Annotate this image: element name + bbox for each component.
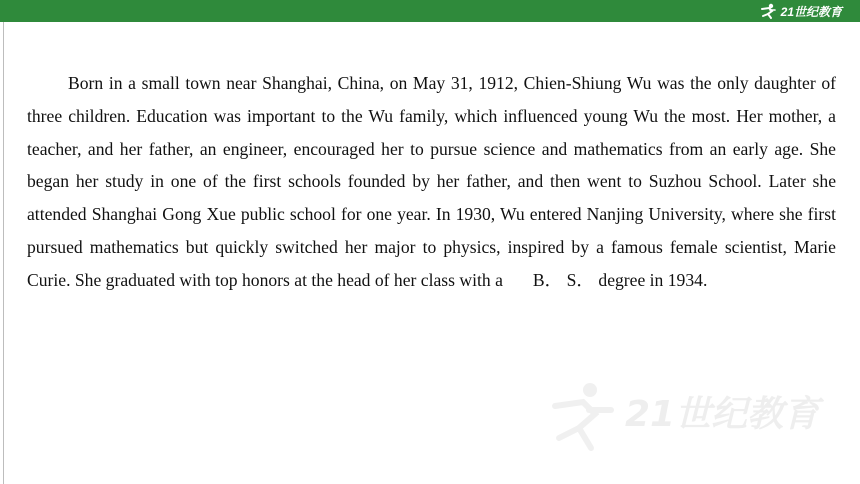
runner-logo-icon	[555, 383, 611, 448]
watermark-text: 21世纪教育	[625, 394, 820, 435]
passage-degree-text: B． S． degree in 1934.	[532, 269, 708, 290]
left-border-line	[3, 22, 4, 484]
passage-main-text: Born in a small town near Shanghai, China, on May 31, 1912, Chien-Shiung Wu was the only daughter of three children. Education was important to the Wu family, which influenced young Wu the most. Her mother, a teacher, and her father, an engineer, encouraged her to pursue science and mathematics from an early age. She began her study in one of the first schools founded by her father, and then went to Suzhou School. Later she attended Shanghai Gong Xue public school for one year. In 1930, Wu entered Nanjing University, where she first pursued mathematics but quickly switched her major to physics, inspired by a famous female scientist, Marie Curie. She graduated with top honors at the head of her class with a	[27, 73, 836, 290]
top-banner	[0, 0, 860, 22]
watermark-logo	[545, 378, 845, 458]
passage-paragraph	[27, 67, 836, 297]
runner-logo-icon	[758, 3, 778, 19]
site-logo	[758, 2, 842, 20]
logo-text: 21世纪教育	[780, 4, 842, 19]
